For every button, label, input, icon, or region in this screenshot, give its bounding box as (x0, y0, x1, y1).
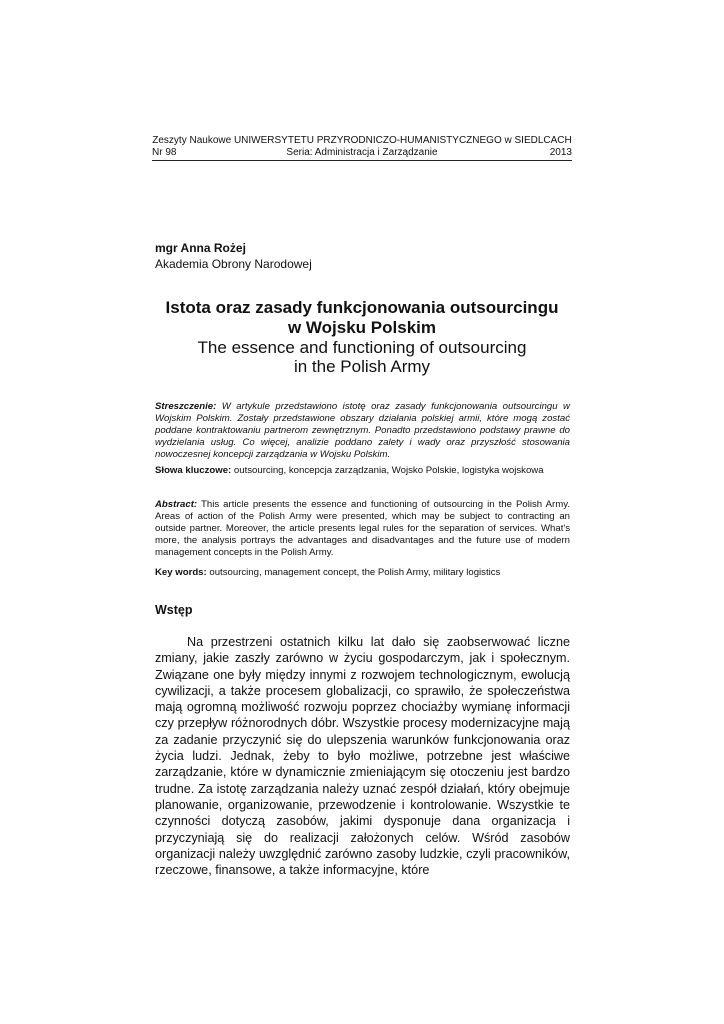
abstract-pl-text: W artykule przedstawiono istotę oraz zasady funkcjonowania outsourcingu w Wojskim Polskim. Zostały przedstawione obszary działania polskiej armii, które mogą zostać poddane kontraktowaniu partnerom zewnętrznym. Ponadto przedstawiono podstawy prawne do wydzielania usług. Co więcej, analizie poddano zalety i wady oraz przyszłość stosowania nowoczesnej koncepcji zarządzania w Wojsku Polskim. (155, 401, 570, 460)
title-en-line1: The essence and functioning of outsourcing (197, 338, 527, 357)
keywords-pl (155, 465, 570, 477)
keywords-en-text: outsourcing, management concept, the Polish Army, military logistics (206, 567, 501, 578)
author-block (155, 240, 312, 272)
journal-year: 2013 (549, 147, 572, 158)
journal-number: Nr 98 (152, 147, 177, 158)
author-affiliation: Akademia Obrony Narodowej (155, 257, 312, 271)
title-en-line2: in the Polish Army (293, 357, 431, 376)
abstract-pl (155, 401, 570, 461)
keywords-pl-text: outsourcing, koncepcja zarządzania, Wojsko Polskie, logistyka wojskowa (231, 465, 544, 476)
author-name: mgr Anna Rożej (155, 241, 246, 255)
title-pl-line2: w Wojsku Polskim (287, 318, 436, 337)
title-block (140, 298, 584, 376)
journal-series: Seria: Administracja i Zarządzanie (286, 147, 438, 158)
abstract-en (155, 499, 570, 559)
journal-header (152, 135, 572, 161)
abstract-pl-label: Streszczenie: (155, 401, 217, 412)
title-pl-line1: Istota oraz zasady funkcjonowania outsourcingu (165, 298, 559, 317)
keywords-pl-label: Słowa kluczowe: (155, 465, 232, 476)
keywords-en-label: Key words: (155, 567, 207, 578)
keywords-en (155, 567, 570, 579)
section-heading: Wstęp (155, 603, 193, 617)
journal-meta-line (152, 147, 572, 161)
abstract-en-text: This article presents the essence and functioning of outsourcing in the Polish Army. Areas of action of the Polish Army were presented, which may be subject to contracting an outside partner. Moreover, the article presents legal rules for the separation of services. What's more, the analysis portrays the advantages and disadvantages and the future use of modern management concepts in the Polish Army. (155, 499, 570, 558)
abstract-en-label: Abstract: (155, 499, 198, 510)
body-paragraph: Na przestrzeni ostatnich kilku lat dało się zaobserwować liczne zmiany, jakie zaszły zarówno w życiu gospodarczym, jak i społecznym. Związane one były między innymi z rozwojem technologicznym, ewolucją cywilizacji, a także procesem globalizacji, co sprawiło, że społeczeństwa mają ogromną możliwość rozwoju poprzez chociażby wymianę informacji czy przepływ różnorodnych dóbr. Wszystkie procesy modernizacyjne mają za zadanie przyczynić się do ulepszenia warunków funkcjonowania oraz życia ludzi. Jednak, żeby to było możliwe, potrzebne jest właściwe zarządzanie, które w dynamicznie zmieniającym się otoczeniu jest bardzo trudne. Za istotę zarządzania należy uznać zespół działań, który obejmuje planowanie, organizowanie, przewodzenie i kontrolowanie. Wszystkie te czynności dotyczą zasobów, jakimi dysponuje dana organizacja i przyczyniają się do realizacji założonych celów. Wśród zasobów organizacji należy uwzględnić zarówno zasoby ludzkie, czyli pracowników, rzeczowe, finansowe, a także informacyjne, które (155, 635, 570, 878)
journal-title: Zeszyty Naukowe UNIWERSYTETU PRZYRODNICZO-HUMANISTYCZNEGO w SIEDLCACH (152, 135, 572, 146)
